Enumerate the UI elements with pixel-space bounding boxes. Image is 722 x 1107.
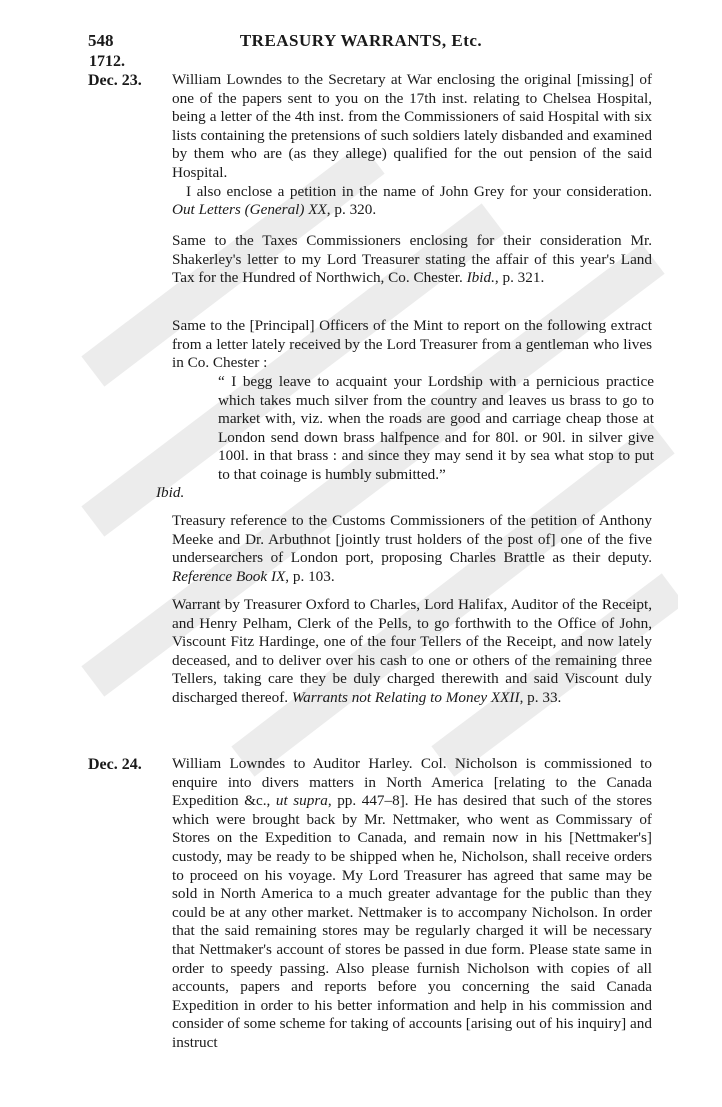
entry-text: Same to the [Principal] Officers of the Mint to report on the following extract from a letter lately received by the Lord Treasurer from a gentleman who lives in Co. Chester : bbox=[172, 317, 652, 372]
running-title: TREASURY WARRANTS, Etc. bbox=[239, 31, 483, 50]
page-number: 548 bbox=[88, 31, 114, 50]
entry-text-after: , pp. 447–8]. He has desired that such of the stores which were brought back by Mr. Nettmaker, who went as Commissary of Stores on the Expedition to Canada, and remain now in his [Nettmaker's] custody, may be ready to be shipped when he, Nicholson, shall receive orders to proceed on his voyage. My Lord Treasurer has agreed that same may be sold in North America to a much greater advantage for the public than they could be at any other market. Nettmaker is to accompany Nicholson. In order that the said remaining stores may be regularly charged it will be necessary that Nettmaker's account of stores be passed in due form. Please state same in order to speedy passing. Also please furnish Nicholson with copies of all accounts, papers and reports before you concerning the said Canada Expedition in order to his better information and help in his commission and consider of some scheme for taking of accounts [arising out of his inquiry] and instruct bbox=[172, 792, 652, 1051]
entry-reference: Warrants not Relating to Money XXII bbox=[291, 688, 520, 706]
entry-text-continued bbox=[172, 183, 652, 220]
entry-text: Same to the Taxes Commissioners enclosing for their consideration Mr. Shakerley's letter to my Lord Treasurer stating the affair of this year's Land Tax for the Hundred of Northwich, Co. Chester. bbox=[172, 232, 652, 287]
entry-reference: Reference Book IX bbox=[172, 567, 286, 585]
quoted-letter-extract: “ I begg leave to acquaint your Lordship with a pernicious practice which takes much silver from the country and leaves us brass to go to market with, viz. when the roads are good and carriage cheap those at London send down brass halfpence and for 80l. or 90l. in silver give 100l. in that brass : and since they may send it by sea what stop to put to that coinage is humbly submitted.” bbox=[218, 373, 654, 483]
entry-reference-page: , p. 321. bbox=[494, 269, 545, 287]
entry-text: Treasury reference to the Customs Commissioners of the petition of Anthony Meeke and Dr. Arbuthnot [jointly trust holders of the post of] one of the five undersearchers of London port, proposing Charles Brattle as their deputy. bbox=[172, 512, 652, 567]
entry-customs-reference bbox=[172, 512, 652, 586]
margin-date-dec-24: Dec. 24. bbox=[88, 756, 142, 773]
entry-text: William Lowndes to the Secretary at War enclosing the original [missing] of one of the papers sent to you on the 17th inst. relating to Chelsea Hospital, being a letter of the 4th inst. from the Commissioners of said Hospital with six lists containing the pretensions of such soldiers lately disbanded and examined by them who are (as they allege) qualified for the out pension of the said Hospital. bbox=[172, 71, 652, 181]
entry-text-2: I also enclose a petition in the name of John Grey for your consideration. bbox=[186, 182, 652, 200]
entry-taxes-commissioners bbox=[172, 232, 652, 288]
entry-text: Warrant by Treasurer Oxford to Charles, Lord Halifax, Auditor of the Receipt, and Henry Pelham, Clerk of the Pells, to go forthwith to the Office of John, Viscount Fitz Hardinge, one of the four Tellers of the Receipt, and now lately deceased, and to deliver over his cash to one or others of the remaining three Tellers, taking care they be duly charged therewith and said Viscount duly discharged thereof. bbox=[172, 596, 652, 706]
entry-lowndes-auditor-harley bbox=[172, 755, 652, 1053]
entry-officers-of-mint bbox=[172, 317, 652, 373]
margin-date-dec-23: Dec. 23. bbox=[88, 72, 142, 89]
entry-reference: Ibid. bbox=[466, 269, 495, 287]
entry-warrant-treasurer-oxford bbox=[172, 596, 652, 708]
entry-reference-page: , p. 320. bbox=[326, 201, 377, 219]
entry-reference: Ibid. bbox=[156, 484, 185, 501]
entry-reference-page: , p. 103. bbox=[285, 567, 335, 585]
entry-lowndes-secretary-at-war bbox=[172, 71, 652, 220]
margin-year: 1712. bbox=[89, 53, 125, 70]
entry-reference: Out Letters (General) XX bbox=[172, 201, 327, 219]
entry-inline-reference: ut supra bbox=[275, 792, 328, 810]
entry-reference-page: , p. 33. bbox=[519, 688, 562, 706]
entry-text: William Lowndes to Auditor Harley. Col. Nicholson is commissioned to enquire into divers matters in North America [relating to the Canada Expedition &c., bbox=[172, 755, 652, 810]
